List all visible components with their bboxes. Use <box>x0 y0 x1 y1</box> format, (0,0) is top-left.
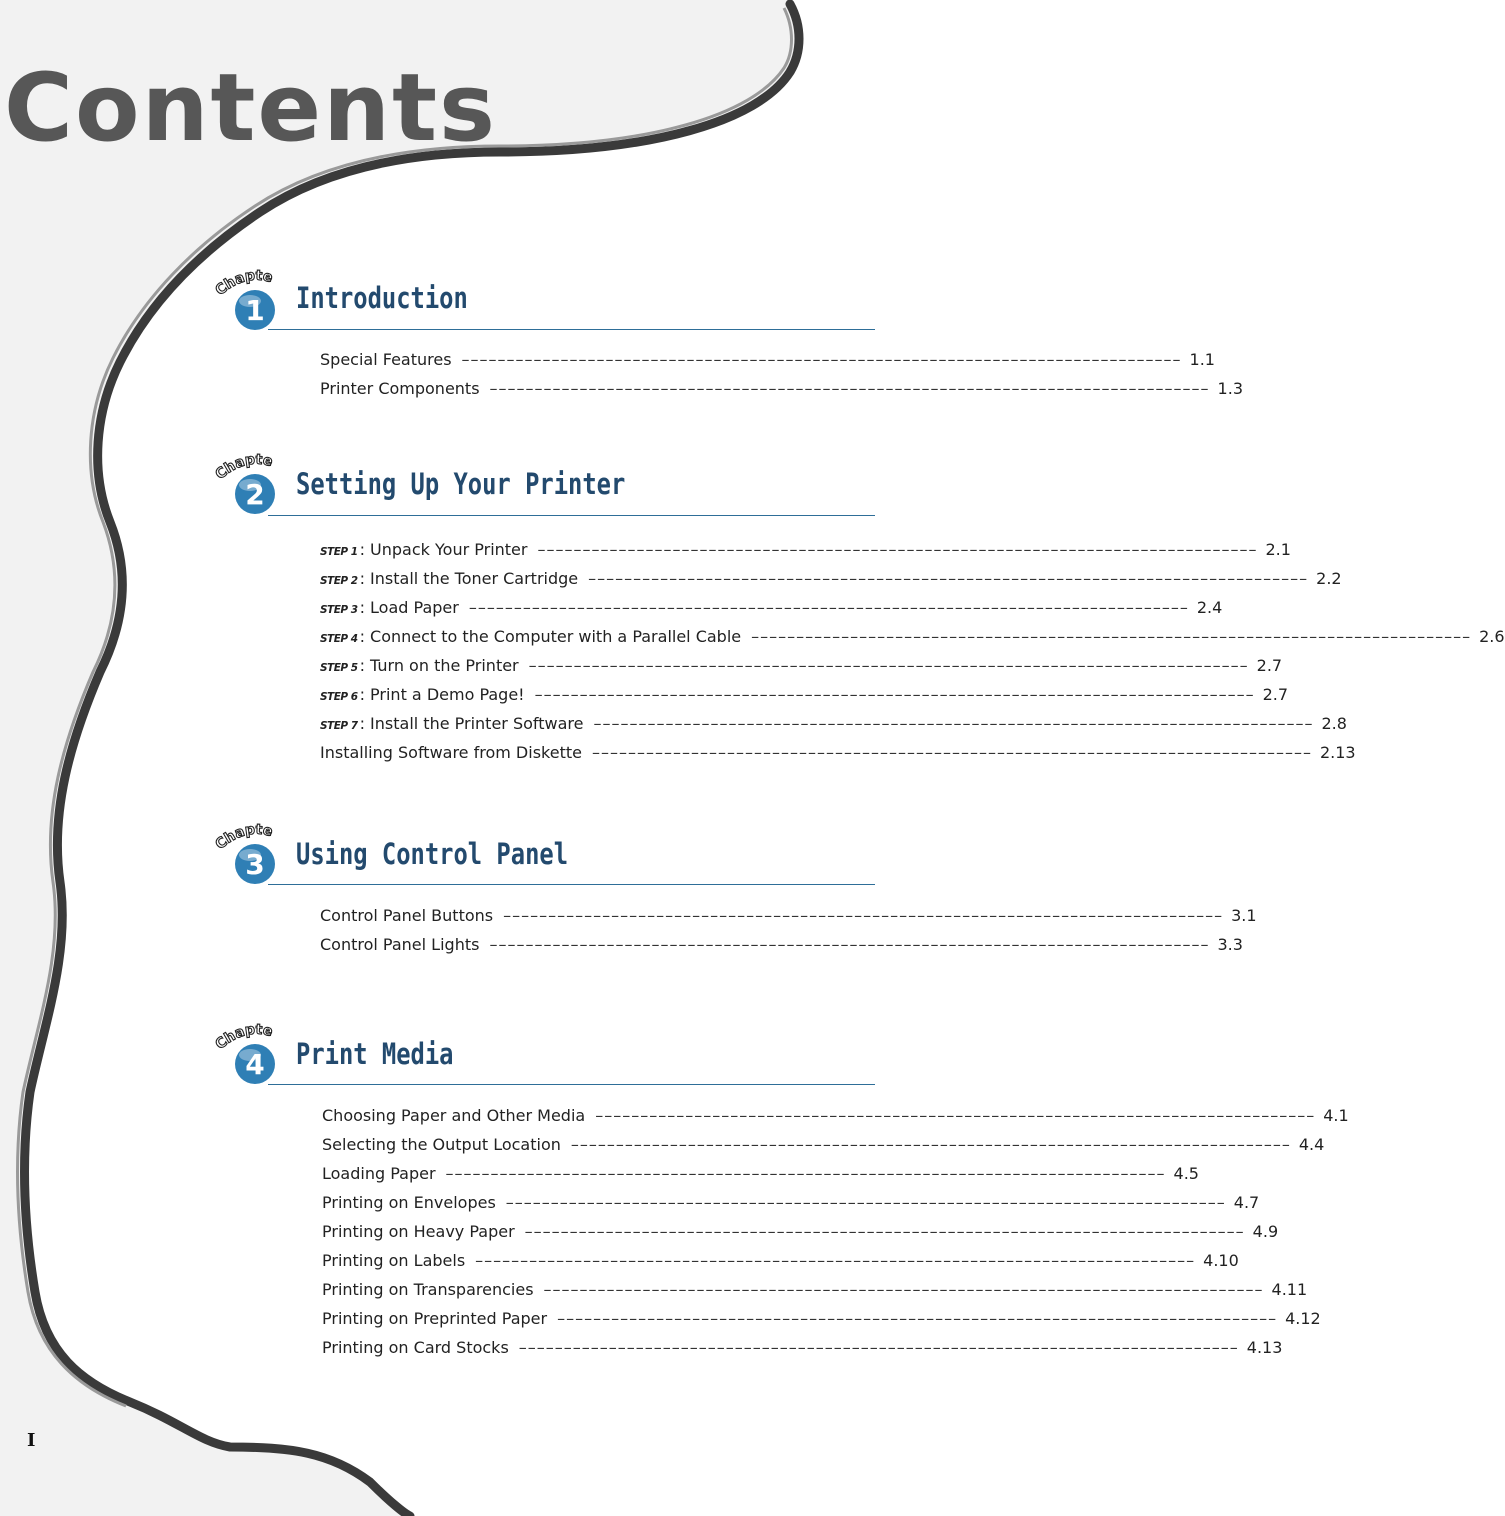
toc-entry-title: Installing Software from Diskette <box>320 743 582 762</box>
toc-entry-title: : Install the Printer Software <box>359 714 584 733</box>
chapter-badge-word: Chapte <box>214 822 275 853</box>
toc-page-number: 4.10 <box>1203 1251 1239 1270</box>
toc-entry-title: Choosing Paper and Other Media <box>322 1106 586 1125</box>
toc-leader-dashes: –––––––––––––––––––––––––––––––––––––––––––––––––––––––––––––––––––––––––––––––– <box>528 656 1249 675</box>
toc-page-number: 4.11 <box>1271 1280 1308 1299</box>
toc-entry-title: : Connect to the Computer with a Parallel Cable <box>359 627 742 646</box>
chapter-badge-icon <box>214 822 284 888</box>
toc-entry-title: Control Panel Buttons <box>320 906 494 925</box>
toc-page-number: 2.13 <box>1319 743 1356 762</box>
toc-leader-dashes: –––––––––––––––––––––––––––––––––––––––––––––––––––––––––––––––––––––––––––––––– <box>534 685 1255 704</box>
toc-page-number: 2.7 <box>1256 656 1283 675</box>
toc-page-number: 4.4 <box>1298 1135 1325 1154</box>
toc-leader-dashes: –––––––––––––––––––––––––––––––––––––––––––––––––––––––––––––––––––––––––––––––– <box>489 935 1210 954</box>
toc-entry[interactable] <box>322 1251 1239 1275</box>
toc-entry[interactable] <box>320 714 1347 738</box>
toc-step-label: STEP 1 <box>320 546 358 558</box>
chapter-badge <box>214 452 284 518</box>
toc-page-number: 3.1 <box>1231 906 1257 925</box>
toc-page-number: 4.12 <box>1285 1309 1321 1328</box>
toc-leader-dashes: –––––––––––––––––––––––––––––––––––––––––––––––––––––––––––––––––––––––––––––––– <box>593 714 1314 733</box>
toc-entry[interactable] <box>320 350 1215 374</box>
toc-entry-title: : Install the Toner Cartridge <box>359 569 579 588</box>
toc-step-label: STEP 7 <box>320 720 358 732</box>
toc-entry[interactable] <box>322 1222 1279 1246</box>
toc-entry-title: Printing on Card Stocks <box>322 1338 509 1357</box>
chapter-badge-word: Chapte <box>214 268 275 299</box>
toc-leader-dashes: –––––––––––––––––––––––––––––––––––––––––––––––––––––––––––––––––––––––––––––––– <box>588 569 1309 588</box>
chapter-badge-word: Chapte <box>214 452 275 483</box>
toc-entry-title: Selecting the Output Location <box>322 1135 561 1154</box>
chapter-rule <box>268 884 875 885</box>
toc-page-number: 2.7 <box>1262 685 1289 704</box>
toc-leader-dashes: –––––––––––––––––––––––––––––––––––––––––––––––––––––––––––––––––––––––––––––––– <box>591 743 1312 762</box>
toc-entry-title: Printing on Preprinted Paper <box>322 1309 548 1328</box>
toc-page-number: 4.5 <box>1173 1164 1199 1183</box>
toc-entry-title: : Print a Demo Page! <box>359 685 525 704</box>
toc-leader-dashes: –––––––––––––––––––––––––––––––––––––––––––––––––––––––––––––––––––––––––––––––– <box>537 540 1258 559</box>
toc-leader-dashes: –––––––––––––––––––––––––––––––––––––––––––––––––––––––––––––––––––––––––––––––– <box>445 1164 1166 1183</box>
toc-entry-title: Printing on Labels <box>322 1251 466 1270</box>
toc-leader-dashes: –––––––––––––––––––––––––––––––––––––––––––––––––––––––––––––––––––––––––––––––– <box>595 1106 1316 1125</box>
toc-leader-dashes: –––––––––––––––––––––––––––––––––––––––––––––––––––––––––––––––––––––––––––––––– <box>489 379 1210 398</box>
chapter-rule <box>268 329 875 330</box>
chapter-number: 4 <box>245 1048 265 1081</box>
chapter-heading: Print Media <box>296 1037 454 1071</box>
toc-entry-title: Printing on Transparencies <box>322 1280 534 1299</box>
toc-entry[interactable] <box>320 598 1223 622</box>
toc-entry[interactable] <box>322 1309 1321 1333</box>
chapter-badge <box>214 268 284 334</box>
toc-page-number: 1.1 <box>1189 350 1215 369</box>
toc-page-number: 4.13 <box>1246 1338 1283 1357</box>
toc-entry-title: Printing on Envelopes <box>322 1193 496 1212</box>
toc-entry-title: : Turn on the Printer <box>359 656 519 675</box>
chapter-badge <box>214 1022 284 1088</box>
chapter-heading: Introduction <box>296 281 468 315</box>
page-number: I <box>27 1430 36 1451</box>
toc-entry[interactable] <box>322 1338 1283 1362</box>
toc-page-number: 2.4 <box>1196 598 1223 617</box>
toc-leader-dashes: –––––––––––––––––––––––––––––––––––––––––––––––––––––––––––––––––––––––––––––––– <box>751 627 1472 646</box>
toc-entry[interactable] <box>322 1193 1260 1217</box>
toc-leader-dashes: –––––––––––––––––––––––––––––––––––––––––––––––––––––––––––––––––––––––––––––––– <box>468 598 1189 617</box>
toc-entry-title: : Load Paper <box>359 598 459 617</box>
toc-step-label: STEP 5 <box>320 662 358 674</box>
toc-step-label: STEP 3 <box>320 604 358 616</box>
toc-step-label: STEP 6 <box>320 691 358 703</box>
toc-entry[interactable] <box>320 627 1505 651</box>
toc-page-number: 2.1 <box>1265 540 1291 559</box>
chapter-badge-icon <box>214 452 284 518</box>
toc-leader-dashes: –––––––––––––––––––––––––––––––––––––––––––––––––––––––––––––––––––––––––––––––– <box>461 350 1182 369</box>
chapter-badge-icon <box>214 268 284 334</box>
toc-page-number: 1.3 <box>1217 379 1243 398</box>
chapter-badge-icon <box>214 1022 284 1088</box>
toc-entry[interactable] <box>320 935 1243 959</box>
toc-entry[interactable] <box>320 569 1342 593</box>
toc-entry-title: Printing on Heavy Paper <box>322 1222 515 1241</box>
toc-entry[interactable] <box>322 1280 1308 1304</box>
toc-page-number: 4.9 <box>1252 1222 1279 1241</box>
toc-step-label: STEP 4 <box>320 633 358 645</box>
toc-entry[interactable] <box>322 1106 1349 1130</box>
chapter-number: 2 <box>245 478 265 511</box>
page-title: Contents <box>4 54 497 163</box>
toc-entry-title: Special Features <box>320 350 452 369</box>
chapter-number: 1 <box>245 294 265 327</box>
toc-entry-title: Printer Components <box>320 379 480 398</box>
chapter-number: 3 <box>245 848 265 881</box>
toc-leader-dashes: –––––––––––––––––––––––––––––––––––––––––––––––––––––––––––––––––––––––––––––––– <box>518 1338 1239 1357</box>
chapter-badge-word: Chapte <box>214 1022 275 1053</box>
toc-entry[interactable] <box>320 379 1243 403</box>
toc-step-label: STEP 2 <box>320 575 358 587</box>
chapter-rule <box>268 515 875 516</box>
toc-entry-title: Control Panel Lights <box>320 935 480 954</box>
chapter-heading: Using Control Panel <box>296 837 569 871</box>
toc-entry[interactable] <box>320 743 1356 767</box>
toc-entry[interactable] <box>322 1164 1199 1188</box>
chapter-heading: Setting Up Your Printer <box>296 467 626 501</box>
toc-entry[interactable] <box>320 685 1289 709</box>
toc-leader-dashes: –––––––––––––––––––––––––––––––––––––––––––––––––––––––––––––––––––––––––––––––– <box>524 1222 1245 1241</box>
toc-leader-dashes: –––––––––––––––––––––––––––––––––––––––––––––––––––––––––––––––––––––––––––––––– <box>543 1280 1264 1299</box>
toc-leader-dashes: –––––––––––––––––––––––––––––––––––––––––––––––––––––––––––––––––––––––––––––––– <box>505 1193 1226 1212</box>
toc-page-number: 2.8 <box>1321 714 1347 733</box>
toc-entry-title: : Unpack Your Printer <box>359 540 528 559</box>
toc-entry[interactable] <box>322 1135 1325 1159</box>
toc-page-number: 4.1 <box>1323 1106 1349 1125</box>
toc-leader-dashes: –––––––––––––––––––––––––––––––––––––––––––––––––––––––––––––––––––––––––––––––– <box>475 1251 1196 1270</box>
chapter-rule <box>268 1084 875 1085</box>
toc-leader-dashes: –––––––––––––––––––––––––––––––––––––––––––––––––––––––––––––––––––––––––––––––– <box>557 1309 1278 1328</box>
toc-entry[interactable] <box>320 906 1257 930</box>
toc-leader-dashes: –––––––––––––––––––––––––––––––––––––––––––––––––––––––––––––––––––––––––––––––– <box>570 1135 1291 1154</box>
toc-page-number: 4.7 <box>1233 1193 1260 1212</box>
toc-entry[interactable] <box>320 540 1291 564</box>
toc-entry-title: Loading Paper <box>322 1164 436 1183</box>
toc-entry[interactable] <box>320 656 1283 680</box>
toc-leader-dashes: –––––––––––––––––––––––––––––––––––––––––––––––––––––––––––––––––––––––––––––––– <box>503 906 1224 925</box>
chapter-badge <box>214 822 284 888</box>
toc-page-number: 2.2 <box>1316 569 1342 588</box>
toc-page-number: 2.6 <box>1479 627 1505 646</box>
toc-page-number: 3.3 <box>1217 935 1243 954</box>
